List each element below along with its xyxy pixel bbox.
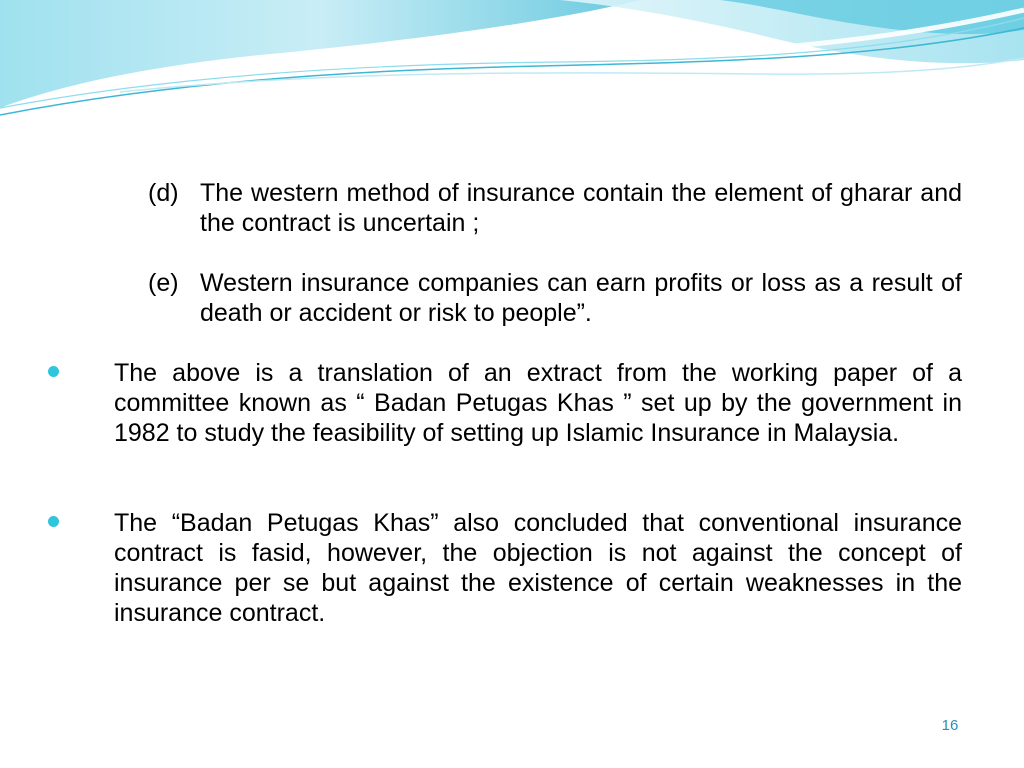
sub-item-marker: (d) (148, 179, 179, 207)
bullet-text: The above is a translation of an extract from the working paper of a committee known as “ Badan Petugas Khas ” set up by the government in 1982 to study the feasibility of setting up Islamic Insurance in Malaysia. (114, 359, 962, 447)
bullet-text: The “Badan Petugas Khas” also concluded that conventional insurance contract is fasid, however, the objection is not against the concept of insurance per se but against the existence of certain weaknesses in the insurance contract. (114, 509, 962, 627)
bullet-dot-icon (48, 366, 59, 377)
slide-number: 16 (941, 717, 959, 734)
sub-item-e (148, 268, 962, 328)
bullet-item (44, 358, 962, 448)
sub-item-text: The western method of insurance contain the element of gharar and the contract is uncertain ; (200, 179, 962, 237)
sub-item-d (148, 178, 962, 238)
bullet-item (44, 508, 962, 628)
sub-item-marker: (e) (148, 269, 179, 297)
sub-item-text: Western insurance companies can earn profits or loss as a result of death or accident or risk to people”. (200, 269, 962, 327)
bullet-dot-icon (48, 516, 59, 527)
